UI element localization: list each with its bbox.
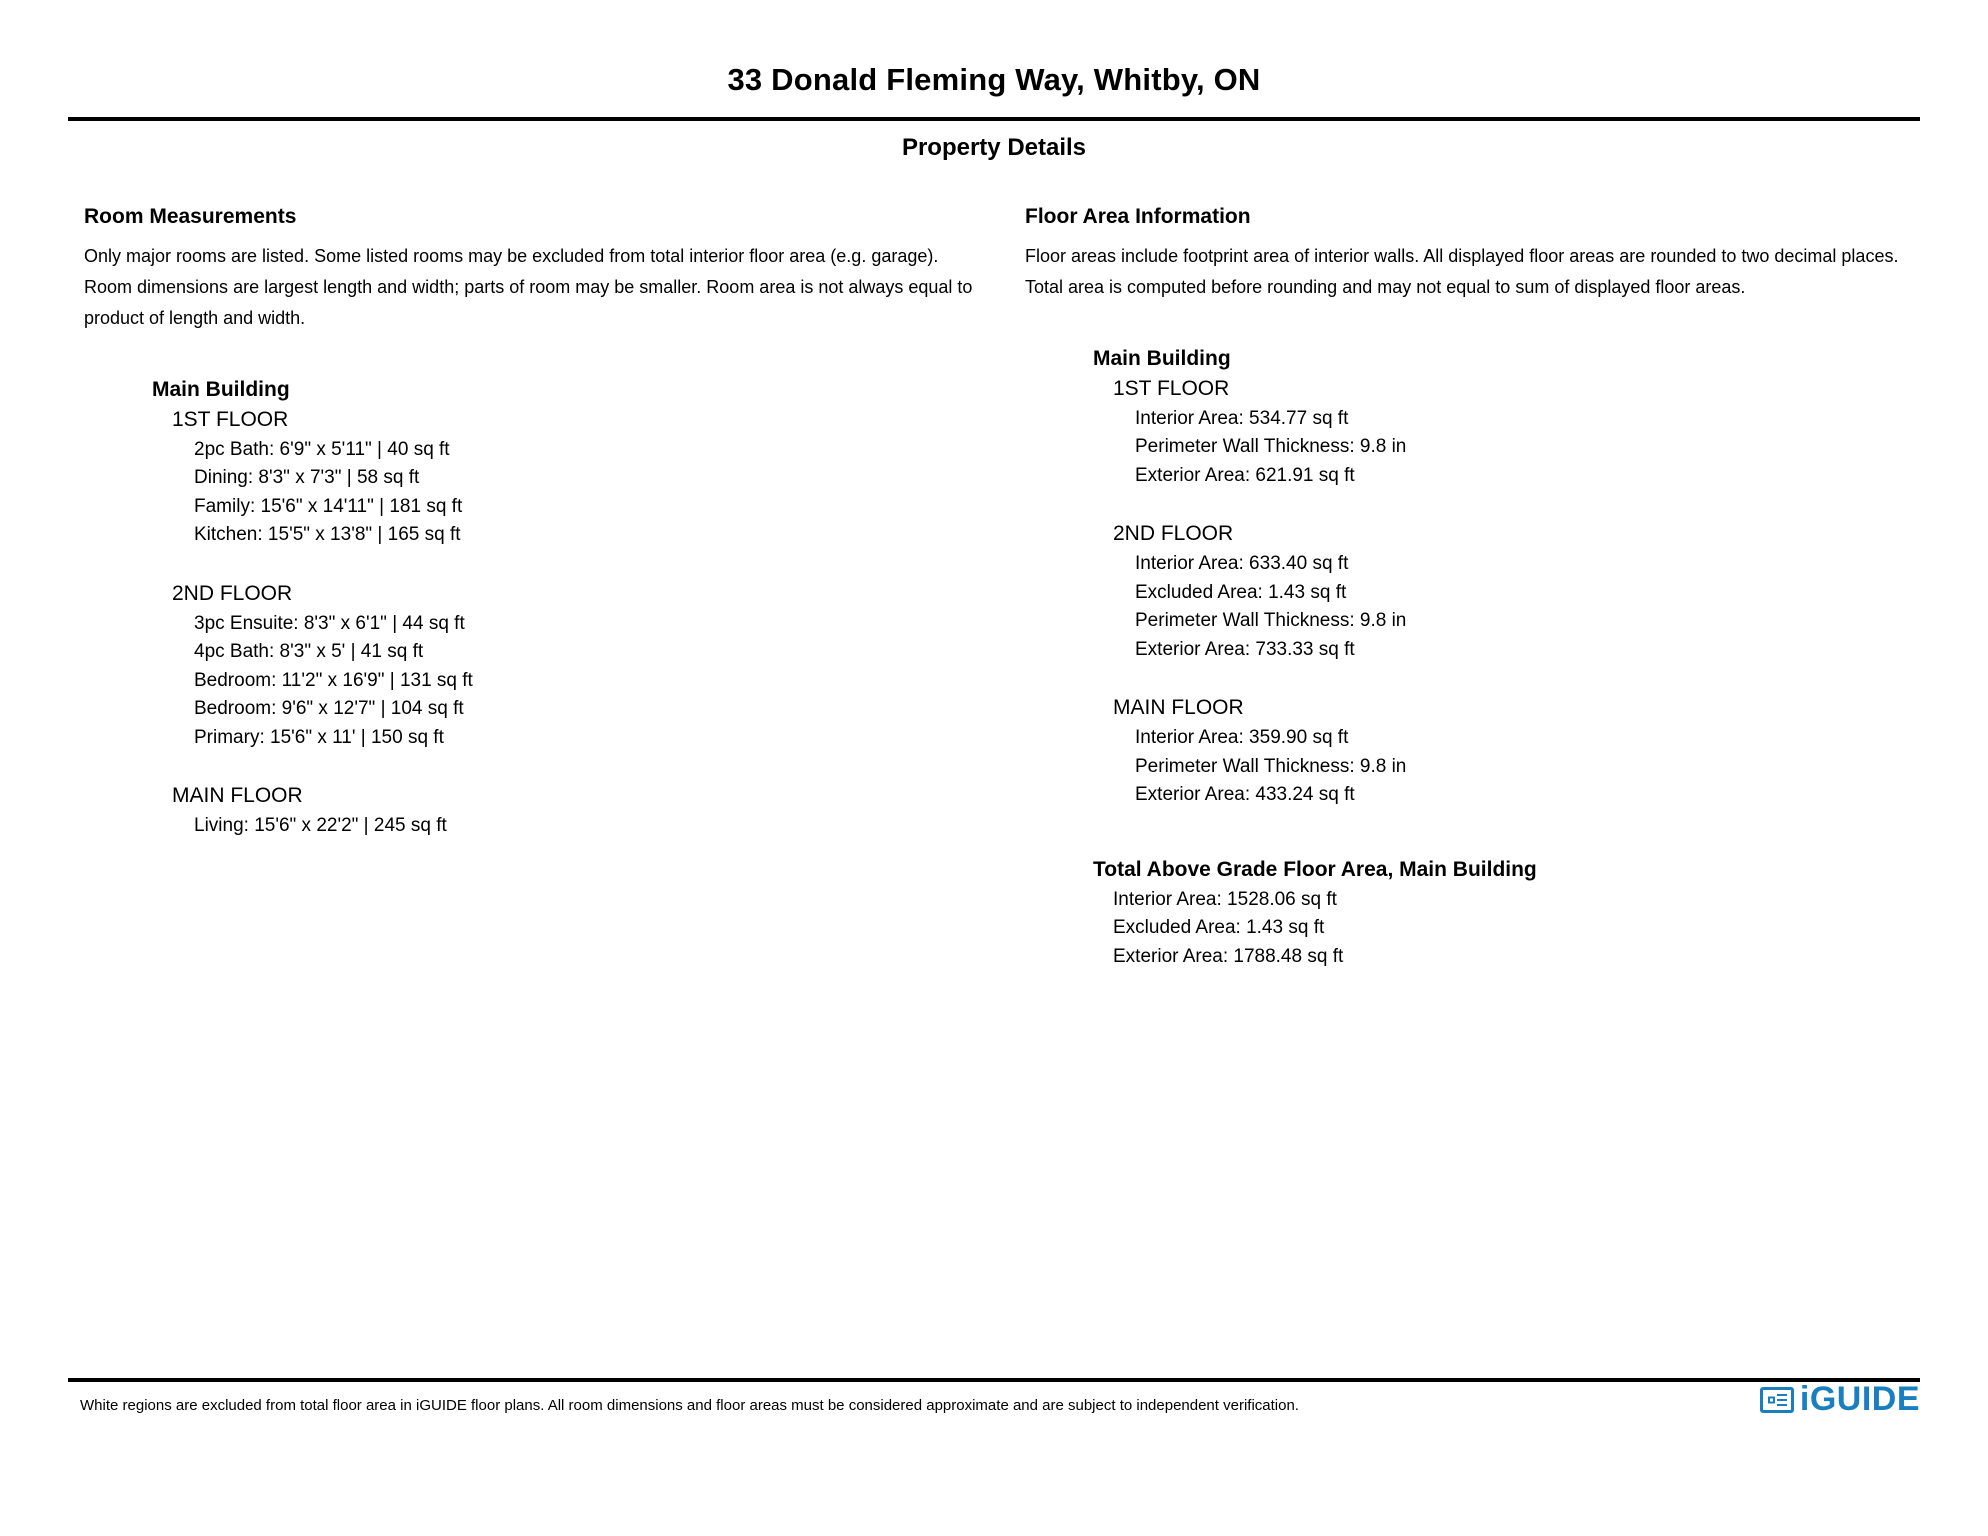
room-entry: Kitchen: 15'5" x 13'8" | 165 sq ft (194, 524, 461, 546)
totals-block (1025, 858, 1915, 972)
footer-disclaimer: White regions are excluded from total floor area in iGUIDE floor plans. All room dimensions and floor areas must be considered approximate and are subject to independent verification. (80, 1397, 1299, 1414)
room-entry: Primary: 15'6" x 11' | 150 sq ft (194, 726, 444, 748)
building-label-right: Main Building (1093, 346, 1231, 370)
area-entry: Exterior Area: 433.24 sq ft (1135, 784, 1355, 806)
totals-entry: Excluded Area: 1.43 sq ft (1113, 917, 1325, 939)
area-entry: Perimeter Wall Thickness: 9.8 in (1135, 755, 1407, 777)
page-subtitle: Property Details (901, 134, 1087, 161)
iguide-logo-icon (1760, 1387, 1794, 1413)
area-entry: Interior Area: 633.40 sq ft (1135, 553, 1349, 575)
totals-heading: Total Above Grade Floor Area, Main Building (1093, 857, 1537, 881)
floor-heading-main: MAIN FLOOR (172, 784, 303, 808)
room-entry: Bedroom: 9'6" x 12'7" | 104 sq ft (194, 698, 464, 720)
totals-entry: Exterior Area: 1788.48 sq ft (1113, 945, 1344, 967)
area-entry: Exterior Area: 621.91 sq ft (1135, 464, 1355, 486)
area-floor-heading-1st: 1ST FLOOR (1113, 376, 1230, 400)
building-label-left: Main Building (152, 377, 290, 401)
room-entry: 2pc Bath: 6'9" x 5'11" | 40 sq ft (194, 438, 450, 460)
room-measurements-column (84, 205, 974, 841)
room-entry: Family: 15'6" x 14'11" | 181 sq ft (194, 495, 463, 517)
footer-divider (68, 1378, 1920, 1382)
room-entry: Dining: 8'3" x 7'3" | 58 sq ft (194, 467, 420, 489)
room-entry: 3pc Ensuite: 8'3" x 6'1" | 44 sq ft (194, 612, 465, 634)
area-entry: Exterior Area: 733.33 sq ft (1135, 638, 1355, 660)
room-entry: Bedroom: 11'2" x 16'9" | 131 sq ft (194, 669, 473, 691)
area-floor-heading-main: MAIN FLOOR (1113, 696, 1244, 720)
floor-area-column (1025, 205, 1915, 971)
room-entry: Living: 15'6" x 22'2" | 245 sq ft (194, 815, 447, 837)
page-title: 33 Donald Fleming Way, Whitby, ON (727, 62, 1261, 97)
floor-heading-2nd: 2ND FLOOR (172, 581, 293, 605)
area-floor-heading-2nd: 2ND FLOOR (1113, 522, 1234, 546)
area-entry: Perimeter Wall Thickness: 9.8 in (1135, 610, 1407, 632)
area-entry: Excluded Area: 1.43 sq ft (1135, 581, 1347, 603)
iguide-logo (1760, 1380, 1920, 1419)
area-entry: Interior Area: 359.90 sq ft (1135, 727, 1349, 749)
room-measurements-body (84, 378, 974, 841)
room-measurements-heading: Room Measurements (84, 205, 297, 228)
floor-heading-1st: 1ST FLOOR (172, 407, 289, 431)
floor-area-body (1025, 347, 1915, 972)
title-divider (68, 117, 1920, 121)
area-entry: Perimeter Wall Thickness: 9.8 in (1135, 436, 1407, 458)
totals-entry: Interior Area: 1528.06 sq ft (1113, 888, 1337, 910)
room-entry: 4pc Bath: 8'3" x 5' | 41 sq ft (194, 641, 424, 663)
room-measurements-description: Only major rooms are listed. Some listed rooms may be excluded from total interior floor area (e.g. garage). Room dimensions are largest length and width; parts of room may be smaller. Room area is not always equal to product of length and width. (84, 246, 973, 328)
area-entry: Interior Area: 534.77 sq ft (1135, 407, 1349, 429)
floor-area-description: Floor areas include footprint area of interior walls. All displayed floor areas are rounded to two decimal places. Total area is computed before rounding and may not equal to sum of displayed floor areas. (1025, 246, 1899, 297)
floor-area-heading: Floor Area Information (1025, 205, 1251, 228)
iguide-logo-text: iGUIDE (1799, 1380, 1920, 1418)
